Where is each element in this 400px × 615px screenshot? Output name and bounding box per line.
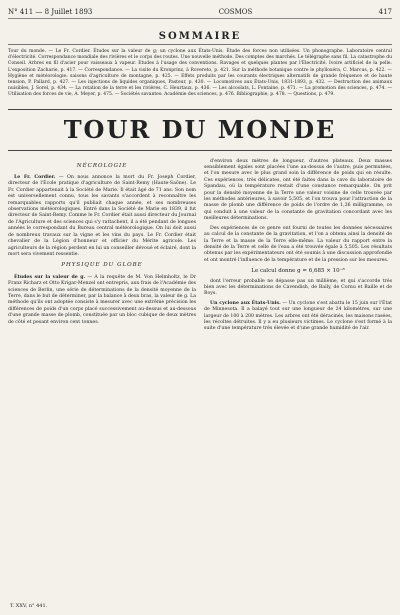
section-banner: [8, 109, 392, 151]
issue-number: N° 411 — 8 Juillet 1893: [8, 8, 93, 16]
right-column: [204, 159, 392, 336]
section-heading-physique: PHYSIQUE DU GLOBE: [61, 262, 143, 269]
article-body: — On nous annonce la mort du Fr. Joseph Cordier, directeur de l'École pratique d'agriculture de Saint-Remy (Haute-Saône). Le Fr. Cordier appartenait à la Société de Marie. Il était âgé de 71 ans. Son nom est universellement connu, tous les savants s'accordent à reconnaître les remarquables rapports qu'il publiait chaque année, et ses nombreuses observations météorologiques. Entré dans la Société de Marie en 1839, il fut directeur de Saint-Remy. Comme le Fr. Cordier était aussi directeur du Journal de l'Agriculture et des sciences qui s'y rattachent, il a été pendant de longues années le correspondant du Bureau central météorologique. On lui doit aussi de nombreux travaux sur la vigne et les vins du pays. Le Fr. Cordier était chevalier de la Légion d'honneur et officier du Mérite agricole. Les agriculteurs de la région perdent en lui un conseiller dévoué et éclairé, dont la mort sera vivement ressentie.: [8, 175, 196, 257]
left-column: [8, 159, 196, 336]
sommaire-title: SOMMAIRE: [158, 31, 242, 42]
journal-name: COSMOS: [218, 8, 253, 16]
volume-footer: T. XXV, n° 441.: [10, 603, 48, 609]
formula: Le calcul donne g = 6,685 × 10⁻⁸: [251, 268, 345, 275]
sommaire-text: Tour du monde. — Le Fr. Cordier. Études sur la valeur de g; un cyclone aux États-Unis. Étude des forces non utilisées. Un phonographe. Laboratoire central d'électricité. Correspondance mondiale des rivières et le corps des routes. Une nouvelle méthode. Des comptes des marchés. Le télégraphe sans fil. La catastrophe du Conseil. Arbres en fil d'acier pour vaisseaux à vapeur. Etudes à l'usage des conventions. Ravages et quelques plantes par l'Électricité. Ivoire artificiel de la pelle. L'exposition Zacharie, p. 417. — Correspondance. — La visite du Kronprinz, à Rovereto, p. 421. Sur la méthode botanique contre le phylloxéra, C. Marcus, p. 422. — Hygiène et météorologie: saisons d'agriculture de montagne, p. 425. — Effets produits par les courants électriques alternatifs de grande fréquence et de haute tension, P. Pallard, p. 427. — Les injections de liquides organiques, Pasteur, p. 430. — Locomotives aux États-Unis, 1831-1893, p. 432. — Destruction des animaux nuisibles, J. Sorel, p. 434. — La rotation de la terre et les rivières, C. Heurtaux, p. 436. — Les alcoolats, L. Fontaine, p. 471. — La promotion des sciences, p. 474. — Utilisation des forces de vie, A. Meyer, p. 475. — Sociétés savantes: Académie des sciences, p. 476. Bibliographie, p. 478. — Questions, p. 479.: [8, 49, 392, 98]
page: [8, 6, 392, 609]
article-paragraph: d'environ deux mètres de longueur, d'autres plateaux. Deux masses sensiblement égales sont placées l'une au-dessus de l'autre, puis permutées, et l'on mesure avec le plus grand soin la différence de poids qui en résulte. Ces expériences, très délicates, ont été faites dans la cave du laboratoire de Spandau, où la température restait d'une constance remarquable. On prit pour la densité moyenne de la Terre une valeur voisine de celle trouvée par les méthodes antérieures, à savoir 5,505, et l'on trouva pour l'attraction de la masse de plomb une différence de poids de l'ordre de 1,36 milligramme, ce qui conduit à une valeur de la constante de gravitation concordant avec les meilleures déterminations.: [204, 158, 392, 222]
article-paragraph: [8, 275, 196, 326]
page-number: 417: [378, 8, 392, 16]
article-lead: Le Fr. Cordier.: [14, 175, 56, 181]
section-title: TOUR DU MONDE: [63, 115, 337, 145]
page-header: [8, 6, 392, 19]
article-body: — A la requête de M. Von Helmholtz, le Dr Franz Richarz et Otto Krigar-Menzel ont entrepris, aux frais de l'Académie des sciences de Berlin, une série de déterminations de la densité moyenne de la Terre, dans le but de déterminer, par la balance à deux bras, la valeur de g. La méthode qu'ils ont adoptée consiste à mesurer avec une extrême précision les différences de poids d'un corps placé successivement au-dessus et au-dessous d'une grande masse de plomb, constituée par un bloc cubique de deux mètres de côté et pesant environ cent tonnes.: [8, 274, 196, 325]
article-paragraph: Des expériences de ce genre ont fourni de toutes les données nécessaires au calcul de la constante de la gravitation, et l'on a obtenu ainsi la densité de la Terre et la masse de la Terre elle-même. La valeur du rapport entre la densité de la Terre et celle de l'eau a été trouvée égale à 5,505. Les résultats obtenus par les expérimentateurs ont été soumis à une discussion approfondie et ont montré l'influence de la température et de la pression sur les mesures.: [204, 225, 392, 263]
article-paragraph: [204, 301, 392, 333]
article-paragraph: [8, 175, 196, 258]
article-columns: [8, 159, 392, 336]
article-lead: Un cyclone aux États-Unis.: [210, 300, 281, 306]
article-paragraph: dont l'erreur probable ne dépasse pas un millième, et qui s'accorde très bien avec les déterminations de Cavendish, de Baily, de Cornu et Baille et de Boys.: [204, 278, 392, 297]
article-body: — Un cyclone s'est abattu le 15 juin sur l'État de Minnesota. Il a balayé tout sur une longueur de 24 kilomètres, sur une largeur de 100 à 200 mètres. Les arbres ont été déracinés, les maisons rasées, les récoltes détruites. Il y a eu plusieurs victimes. Le cyclone s'est formé à la suite d'une température très élevée et d'une grande humidité de l'air.: [204, 300, 393, 332]
section-heading-necrologie: NÉCROLOGIE: [76, 162, 128, 169]
article-lead: Études sur la valeur de g.: [14, 274, 86, 280]
divider: [8, 44, 392, 45]
